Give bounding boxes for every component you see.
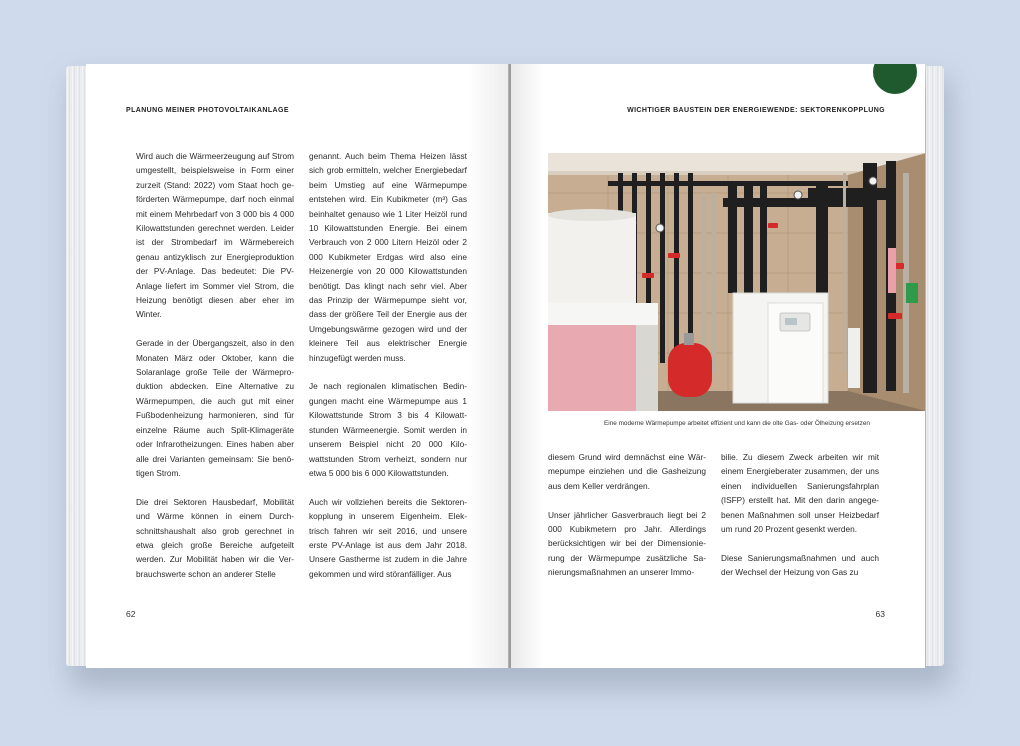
heat-pump-photo xyxy=(548,153,925,411)
right-page-number: 63 xyxy=(875,609,885,619)
right-column-2 xyxy=(721,450,879,594)
paragraph: Unser jährlicher Gasverbrauch liegt bei 2 000 Kubikmetern pro Jahr. Allerdings berücksichtigen wir bei der Dimensionierung der Wärmepumpe zusätzliche Sanierungsmaßnahmen an unserer Immo- xyxy=(548,509,706,578)
page-stack-left xyxy=(66,66,88,666)
paragraph: diesem Grund wird demnächst eine Wärmepumpe einziehen und die Gasheizung aus dem Keller verdrängen. xyxy=(548,452,706,491)
paragraph: Diese Sanierungsmaßnahmen und auch der Wechsel der Heizung von Gas zu xyxy=(721,552,879,578)
paragraph: Je nach regionalen klimatischen Bedingungen macht eine Wärmepumpe aus 1 Kilowattstunde Strom 3 bis 4 Kilowattstunden Wärmeenergie. Somit werden in unserem Beispiel nicht 20 000 Kilowattstunden Strom verheizt, sondern nur etwa 5 000 bis 6 000 Kilowattstunden. xyxy=(309,381,467,478)
left-page xyxy=(86,64,510,668)
photo-caption: Eine moderne Wärmepumpe arbeitet effizient und kann die olte Gas- oder Ölheizung ersetzen xyxy=(604,420,870,427)
right-column-1 xyxy=(548,450,706,594)
left-page-number: 62 xyxy=(126,609,136,619)
paragraph: genannt. Auch beim Thema Heizen lässt sich grob ermitteln, welcher Energiebedarf beim Umstieg auf eine Wärmepumpe entstehen wird. Ein Kubikmeter (m³) Gas beinhaltet genauso wie 1 Liter Heizöl rund 10 Kilowattstunden Energie. Bei einem Verbrauch von 2 000 Litern Heizöl oder 2 000 Kubikmeter Erdgas wird also eine Heizenergie von 20 000 Kilowattstunden benötigt. Das klingt nach sehr viel. Aber das Prinzip der Wärmepumpe sieht vor, dass der größere Teil der Energie aus der Umgebungswärme gezogen wird und der kleinere Teil aus elektrischer Energie hinzugefügt werden muss. xyxy=(309,151,467,363)
right-page xyxy=(511,64,925,668)
left-column-1 xyxy=(136,149,294,596)
paragraph: bilie. Zu diesem Zweck arbeiten wir mit einem Energieberater zusammen, der uns einen individuellen Sanierungsfahrplan (ISFP) erstellt hat. Mit den darin angegebenen Maßnahmen soll unser Heizbedarf um rund 20 Prozent gesenkt werden. xyxy=(721,452,879,535)
paragraph: Auch wir vollziehen bereits die Sektorenkopplung in unserem Eigenheim. Elektrisch fahren wir seit 2016, und unsere erste PV-Anlage ist aus dem Jahr 2018. Unsere Gastherme ist zudem in die Jahre gekommen und wird störanfälliger. Aus xyxy=(309,496,467,579)
paragraph: Wird auch die Wärmeerzeugung auf Strom umgestellt, beispielsweise in Form einer zurzeit (Stand: 2022) vom Staat hoch geförderten Wärmepumpe, darf noch einmal mit einem Mehrbedarf von 3 000 bis 4 000 Kilowattstunden gerechnet werden. Leider ist der Strombedarf im Wärmebereich genau antizyklisch zur Energieproduktion der PV-Anlage. Das bedeutet: Die PV-Anlage liefert im Sommer viel Strom, die Heizung benötigt diesen aber eher im Winter. xyxy=(136,151,294,320)
paragraph: Die drei Sektoren Hausbedarf, Mobilität und Wärme können in einem Durchschnittshaushalt also grob gerechnet in etwa gleich große Bereiche aufgeteilt werden. Zur Mobilität haben wir die Verbrauchswerte schon an anderer Stelle xyxy=(136,496,294,579)
open-book xyxy=(66,64,944,668)
page-stack-right xyxy=(926,66,944,666)
left-column-2 xyxy=(309,149,467,596)
left-running-head: PLANUNG MEINER PHOTOVOLTAIKANLAGE xyxy=(126,107,289,114)
right-running-head: WICHTIGER BAUSTEIN DER ENERGIEWENDE: SEKTORENKOPPLUNG xyxy=(627,107,885,114)
green-corner-accent xyxy=(873,64,917,94)
paragraph: Gerade in der Übergangszeit, also in den Monaten März oder Oktober, kann die Solaranlage große Teile der Wärmeproduktion abdecken. Eine Alternative zu Wärmepumpen, die auch gut mit einer Fußbodenheizung harmonieren, sind für einzelne Räume auch Split-Klimageräte oder Infrarotheizungen. Eines haben aber alle drei Varianten gemeinsam: Sie benötigen Strom. xyxy=(136,338,294,478)
